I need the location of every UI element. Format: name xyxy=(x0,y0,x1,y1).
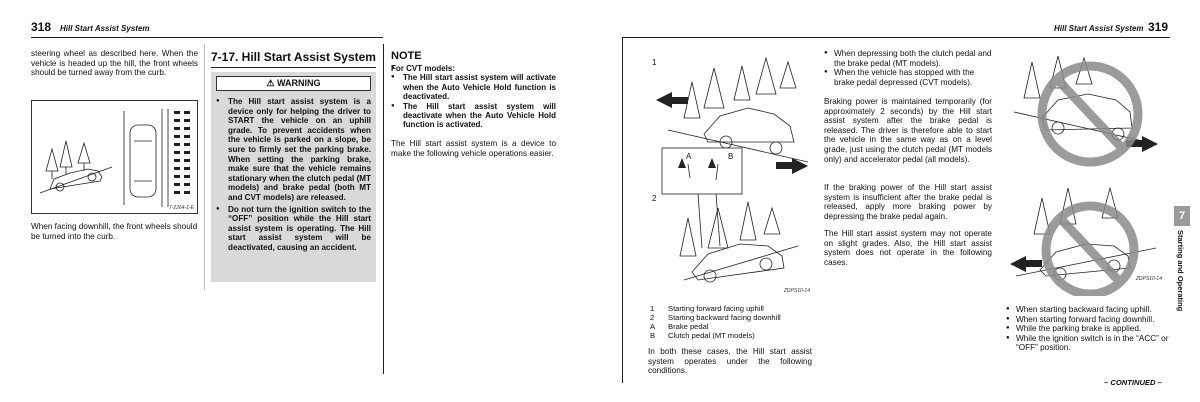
right-header-rule xyxy=(622,37,1170,38)
figure-captions xyxy=(650,304,812,340)
note-subtitle-text: For CVT models: xyxy=(391,64,456,73)
note-item: ● The Hill start assist system will activate when the Auto Vehicle Hold function is deactivated. xyxy=(391,73,556,101)
curb-figure-code: 7-2264-1-E xyxy=(168,205,194,211)
caption-row xyxy=(650,331,812,340)
note-item: ● The Hill start assist system will deactivate when the Auto Vehicle Hold function is activated. xyxy=(391,102,556,130)
not-operating-item: ● When starting backward facing uphill. xyxy=(1006,305,1170,315)
figure-label-2: 2 xyxy=(652,194,657,203)
caption-row xyxy=(650,304,812,313)
not-operating-figure-code: ZDPS10-14 xyxy=(1135,276,1162,282)
warning-label: WARNING xyxy=(277,78,321,88)
note-subtitle xyxy=(391,64,556,73)
right-page-header-title: Hill Start Assist System xyxy=(1054,24,1144,33)
slight-grades-paragraph: The Hill start assist system may not operate on slight grades. Also, the Hill start assist system does not operate in the following cases. xyxy=(824,229,992,267)
warning-triangle-icon: ⚠ xyxy=(266,78,275,88)
chapter-tab-label: Starting and Operating xyxy=(1176,230,1185,312)
left-page-header-title: Hill Start Assist System xyxy=(60,24,150,33)
condition-item: ● When the vehicle has stopped with the brake pedal depressed (CVT models). xyxy=(824,68,992,87)
right-page-number: 319 xyxy=(1148,20,1169,34)
conditions-list xyxy=(824,49,992,87)
caption-key: B xyxy=(650,331,656,340)
not-operating-item: ● When starting forward facing downhill. xyxy=(1006,315,1170,325)
warning-box xyxy=(211,72,376,282)
left-page-number: 318 xyxy=(31,20,52,34)
note-block xyxy=(391,64,556,130)
left-col1-paragraph-1: steering wheel as described here. When the vehicle is headed up the hill, the front wheels should be turned away from the curb. xyxy=(31,49,198,78)
left-column-divider xyxy=(204,44,205,290)
caption-key: 2 xyxy=(650,313,655,322)
figure-label-b: B xyxy=(728,152,734,161)
not-operating-item: ● While the parking brake is applied. xyxy=(1006,324,1170,334)
insufficient-paragraph: If the braking power of the Hill start assist system is insufficient after the brake pedal is released, apply more braking power by depressing the brake pedal again. xyxy=(824,183,992,221)
caption-text: Clutch pedal (MT models) xyxy=(668,331,755,340)
hill-start-figure xyxy=(648,48,814,300)
hill-start-figure-code: ZDPS10-14 xyxy=(783,288,810,294)
warning-header xyxy=(216,76,371,91)
left-header-rule xyxy=(31,37,383,38)
note-paragraph: The Hill start assist system is a device to make the following vehicle operations easier. xyxy=(391,139,556,158)
note-title: NOTE xyxy=(391,50,422,62)
section-title: 7-17. Hill Start Assist System xyxy=(211,50,376,64)
caption-key: 1 xyxy=(650,304,655,313)
braking-paragraph: Braking power is maintained temporarily (for approximately 2 seconds) by the Hill start assist system after the brake pedal is released. The driver is therefore able to start the vehicle in the same way as on a level grade, just using the clutch pedal (MT models only) and accelerator pedal (all models). xyxy=(824,97,992,164)
hill-start-illustration xyxy=(648,48,814,300)
not-operating-list xyxy=(1006,305,1170,353)
not-operating-figure xyxy=(1006,48,1166,296)
right-page-vertical-rule xyxy=(622,37,623,383)
warning-item: ● Do not turn the ignition switch to the “OFF” position while the Hill start assist system is operating. The Hill start assist system will be deactivated, causing an accident. xyxy=(216,205,371,253)
caption-key: A xyxy=(650,322,656,331)
caption-text: Starting backward facing downhill xyxy=(668,313,781,322)
figure-label-a: A xyxy=(686,152,692,161)
curb-parking-illustration xyxy=(32,101,197,213)
chapter-tab: 7 xyxy=(1174,206,1190,226)
curb-parking-figure xyxy=(31,100,198,214)
not-operating-item: ● While the ignition switch is in the “ACC” or “OFF” position. xyxy=(1006,334,1170,353)
left-col1-paragraph-2: When facing downhill, the front wheels should be turned into the curb. xyxy=(31,222,198,241)
continued-label: – CONTINUED – xyxy=(1104,378,1162,387)
warning-item: ● The Hill start assist system is a device only for helping the driver to START the vehicle on an uphill grade. To prevent accidents when the vehicle is parked on a slope, be sure to firmly set the parking brake. When setting the parking brake, make sure that the vehicle remains stationary when the clutch pedal (MT models) and brake pedal (both MT and CVT models) are released. xyxy=(216,97,371,203)
left-page-vertical-rule xyxy=(383,44,384,374)
caption-text: Starting forward facing uphill xyxy=(668,304,764,313)
caption-text: Brake pedal xyxy=(668,322,709,331)
section-title-rule xyxy=(211,67,376,68)
condition-item: ● When depressing both the clutch pedal and the brake pedal (MT models). xyxy=(824,49,992,68)
caption-row xyxy=(650,322,812,331)
cases-paragraph: In both these cases, the Hill start assist system operates under the following conditions. xyxy=(648,347,812,376)
figure-label-1: 1 xyxy=(652,58,657,67)
caption-row xyxy=(650,313,812,322)
not-operating-illustration xyxy=(1006,48,1166,296)
